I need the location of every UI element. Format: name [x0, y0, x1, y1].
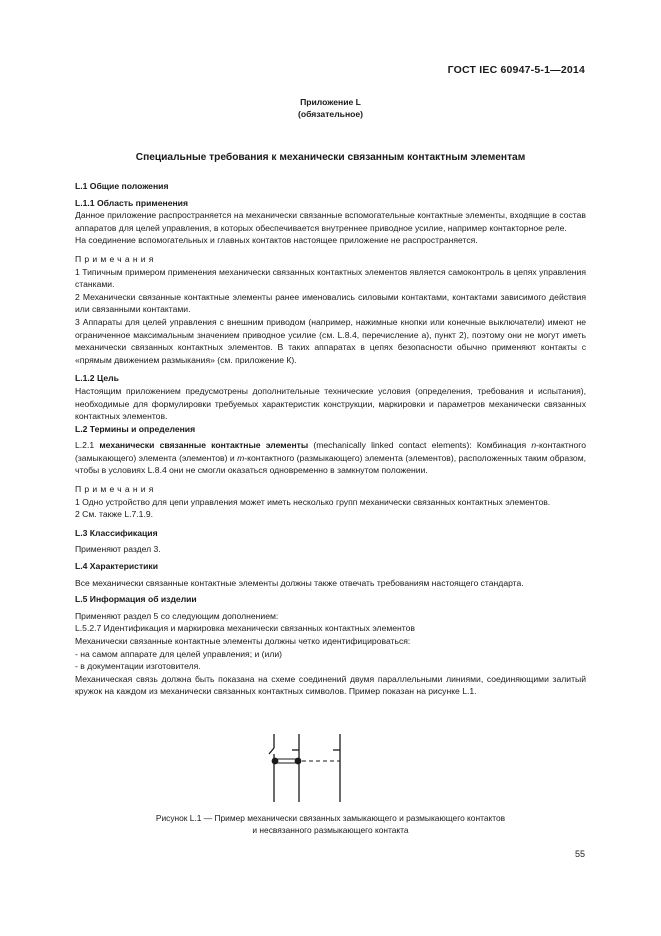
- note-item: 2 Механически связанные контактные элементы ранее именовались силовыми контактами, контактами зависимого действия или связанными контактами.: [75, 291, 586, 315]
- section-heading: L.1 Общие положения: [75, 181, 169, 191]
- list-item: - на самом аппарате для целей управления; и (или): [75, 648, 283, 659]
- paragraph: На соединение вспомогательных и главных контактов настоящее приложение не распространяется.: [75, 235, 478, 246]
- definition-number: L.2.1: [75, 440, 95, 451]
- note-item: 2 См. также L.7.1.9.: [75, 509, 154, 520]
- standard-header: ГОСТ IEC 60947-5-1—2014: [447, 64, 585, 76]
- section-heading: L.3 Классификация: [75, 527, 158, 538]
- paragraph: Применяют раздел 5 со следующим дополнением:: [75, 610, 279, 621]
- section-heading: L.4 Характеристики: [75, 561, 159, 572]
- section-heading: L.2 Термины и определения: [75, 423, 196, 434]
- notes-label: Примечания: [75, 484, 157, 495]
- definition-text: -контактного (замыкающего) элемента (элементов) и: [75, 440, 586, 463]
- paragraph: Механическая связь должна быть показана на схеме соединений двумя параллельными линиями, соединяющими залитый кружок на каждом из механически связанных контактных символов. Пример показан на рисунке L.1.: [75, 673, 586, 697]
- definition-term: механически связанные контактные элементы: [99, 440, 309, 451]
- definition-text: (mechanically linked contact elements): Комбинация: [308, 440, 532, 451]
- filled-link-dot: [272, 758, 279, 765]
- caption-line: и несвязанного размыкающего контакта: [252, 825, 409, 835]
- variable-n: n: [531, 440, 537, 451]
- section-heading: L.1.1 Область применения: [75, 197, 188, 208]
- variable-m: m: [237, 452, 245, 463]
- contact-symbol-figure: [262, 734, 402, 802]
- list-item: - в документации изготовителя.: [75, 661, 201, 672]
- definition-paragraph: [75, 439, 586, 477]
- annex-subtitle: (обязательное): [297, 109, 364, 119]
- paragraph: Механически связанные контактные элементы должны четко идентифицироваться:: [75, 636, 411, 646]
- page-title: Специальные требования к механически связанным контактным элементам: [135, 152, 526, 163]
- paragraph: L.5.2.7 Идентификация и маркировка механически связанных контактных элементов: [75, 623, 415, 634]
- note-item: 1 Одно устройство для цепи управления может иметь несколько групп механически связанных контактных элементов.: [75, 496, 551, 507]
- filled-link-dot: [295, 758, 302, 765]
- definition-text: -контактного (размыкающего) элемента (элементов), расположенных таким образом, чтобы в условиях L.8.4 они не смогли оказаться одновременно в замкнутом положении.: [75, 452, 586, 476]
- document-body: [75, 180, 586, 698]
- paragraph: Данное приложение распространяется на механически связанные вспомогательные контактные элементы, входящие в состав аппаратов для целей управления, в которых обеспечивается внутреннее приводное усилие, например контакторное реле.: [75, 210, 586, 233]
- note-item: 1 Типичным примером применения механически связанных контактных элементов является самоконтроль в цепях управления станками.: [75, 266, 586, 290]
- section-heading: L.5 Информация об изделии: [75, 594, 197, 605]
- annex-heading: [0, 96, 661, 120]
- paragraph: Применяют раздел 3.: [75, 544, 161, 555]
- unlinked-break-contact-symbol: [333, 734, 340, 802]
- section-heading: L.1.2 Цель: [75, 373, 119, 384]
- annex-title: Приложение L: [300, 97, 361, 107]
- page-number: 55: [574, 849, 585, 859]
- paragraph: Все механически связанные контактные элементы должны также отвечать требованиям настоящего стандарта.: [75, 577, 524, 588]
- notes-label: Примечания: [75, 253, 157, 264]
- caption-line: Рисунок L.1 — Пример механически связанных замыкающего и размыкающего контактов: [155, 813, 506, 823]
- paragraph: Настоящим приложением предусмотрены дополнительные технические условия (определения, требования и испытания), необходимые для формулировки требуемых характеристик конструкции, маркировки и параметров механически связанных контактных элементов.: [75, 385, 586, 422]
- linked-break-contact-symbol: [292, 734, 299, 802]
- linked-make-contact-symbol: [269, 734, 274, 802]
- figure-caption: [0, 812, 661, 836]
- note-item: 3 Аппараты для целей управления с внешним приводом (например, нажимные кнопки или конечные выключатели) имеют не ограниченное максимальным значением приводное усилие (см. L.8.4, перечисление а), пункт 2), поэтому они не могут иметь механически связанных контактных элементов. В таких аппаратах в цепях безопасности обычно применяют контакты с «прямым движением размыкания» (см. приложение К).: [75, 316, 586, 365]
